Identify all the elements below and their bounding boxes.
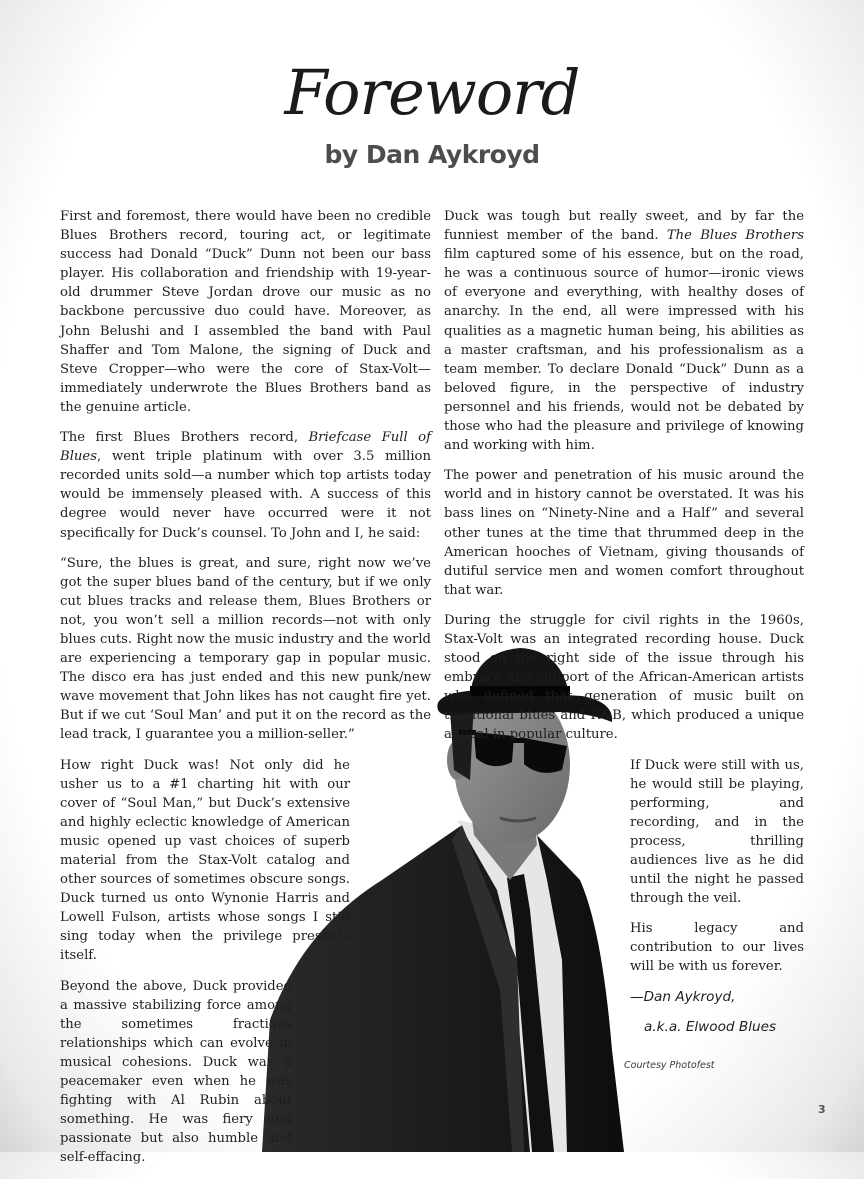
paragraph: During the struggle for civil rights in the 1960s, Stax-Volt was an integrated recording house. Duck stood on the right side of the issue through his embrace and support of the African-American artists who defined that generation of music built on traditional blues and R&B, which produced a unique appeal in popular culture. — [444, 612, 804, 743]
text-segment: Duck was tough but really sweet, and by far the funniest member of the band. — [444, 209, 804, 244]
paragraph: First and foremost, there would have been no credible Blues Brothers record, touring act, or legitimate success had Donald “Duck” Dunn not been our bass player. His collaboration and friendship with 19-year-old drummer Steve Jordan drove our music as no backbone percussive duo could have. Moreover, as John Belushi and I assembled the band with Paul Shaffer and Tom Malone, the signing of Duck and Steve Cropper—who were the core of Stax-Volt—immediately underwrote the Blues Brothers band as the genuine article. — [60, 209, 431, 415]
album-title: Briefcase Full of Blues — [60, 430, 431, 465]
signature-line-2: a.k.a. Elwood Blues — [644, 1019, 777, 1036]
narrow-text-block — [444, 756, 804, 1038]
paragraph — [444, 207, 804, 455]
signature-line-1: —Dan Aykroyd, — [630, 988, 736, 1005]
photo-credit: Courtesy Photofest — [624, 1060, 715, 1071]
page-number: 3 — [818, 1103, 826, 1116]
paragraph: His legacy and contribution to our lives will be with us forever. — [630, 921, 804, 975]
page-title: Foreword — [284, 56, 580, 129]
paragraph — [60, 428, 431, 543]
paragraph: If Duck were still with us, he would still be playing, performing, and recording, and in the process, thrilling audiences live as he did until the night he passed through the veil. — [630, 757, 804, 907]
paragraph: The power and penetration of his music around the world and in history cannot be overstated. It was his bass lines on “Ninety-Nine and a Half” and several other tunes at the time that thrummed deep in the American hooches of Vietnam, giving thousands of dutiful service men and women comfort throughout that war. — [444, 468, 804, 598]
text-segment: , went triple platinum with over 3.5 million recorded units sold—a number which top artists today would be immensely pleased with. A success of this degree would never have occurred were it not specifically for Duck’s counsel. To John and I, he said: — [60, 449, 431, 541]
text-segment: film captured some of his essence, but on the road, he was a continuous source of humor—ironic views of everyone and everything, with healthy doses of anarchy. In the end, all were impressed with his qualities as a magnetic human being, his abilities as a master craftsman, and his professionalism as a team member. To declare Donald “Duck” Dunn as a beloved figure, in the perspective of industry personnel and his friends, would not be debated by those who had the pleasure and privilege of knowing and working with him. — [444, 247, 804, 454]
film-title: The Blues Brothers — [666, 228, 805, 244]
paragraph: How right Duck was! Not only did he usher us to a #1 charting hit with our cover of “Soul Man,” but Duck’s extensive and highly eclectic knowledge of American music opened up vast choices of superb material from the Stax-Volt catalog and other sources of sometimes obscure songs. Duck turned us onto Wynonie Harris and Lowell Fulson, artists whose songs I still sing today when the privilege presents itself. — [60, 757, 350, 964]
right-column — [444, 207, 804, 1049]
quote-paragraph: “Sure, the blues is great, and sure, right now we’ve got the super blues band of the century, but if we only cut blues tracks and release them, Blues Brothers or not, you won’t sell a million records—not with only blues cuts. Right now the music industry and the world are experiencing a temporary gap in popular music. The disco era has just ended and this new punk/new wave movement that John likes has not caught fire yet. But if we cut ‘Soul Man’ and put it on the record as the lead track, I guarantee you a million-seller.” — [60, 555, 431, 743]
byline: by Dan Aykroyd — [324, 140, 540, 169]
paragraph: Beyond the above, Duck provided a massive stabilizing force among the sometimes fractious relationships which can evolve in musical cohesions. Duck was a peacemaker even when he was fighting with Al Rubin about something. He was fiery and passionate but also humble and self-effacing. — [60, 978, 292, 1166]
text-segment: The first Blues Brothers record, — [60, 430, 309, 446]
left-column — [60, 207, 431, 1179]
